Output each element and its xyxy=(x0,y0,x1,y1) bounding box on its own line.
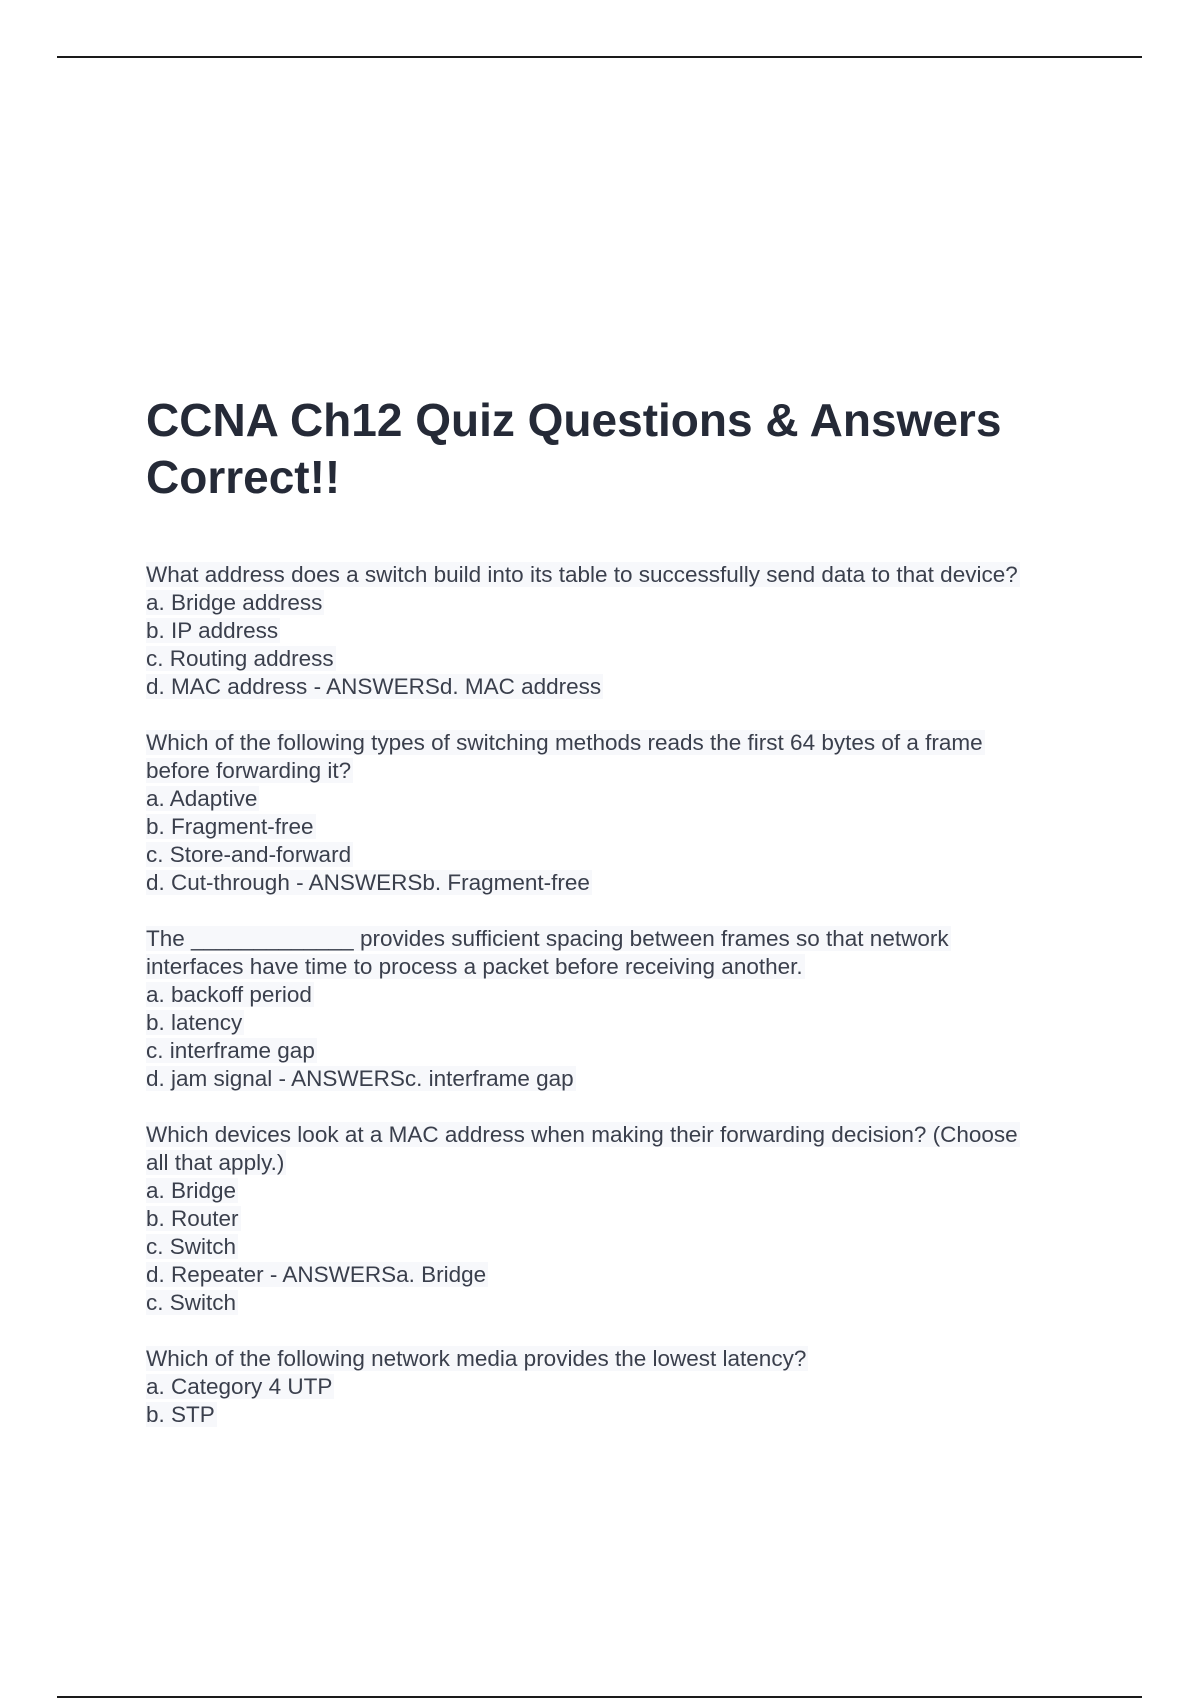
question-line xyxy=(146,785,1096,813)
question-line xyxy=(146,1177,1096,1205)
question-line-text: c. interframe gap xyxy=(146,1038,315,1063)
question-line xyxy=(146,1373,1096,1401)
question-line-text: d. MAC address - ANSWERSd. MAC address xyxy=(146,674,602,699)
question-line-text: Which of the following types of switching methods reads the first 64 bytes of a frame xyxy=(146,730,983,755)
question-line-text: b. STP xyxy=(146,1402,215,1427)
question-block xyxy=(146,729,1096,897)
question-line-text: a. backoff period xyxy=(146,982,312,1007)
question-line-text: d. Repeater - ANSWERSa. Bridge xyxy=(146,1262,487,1287)
question-line-text: a. Adaptive xyxy=(146,786,258,811)
question-line xyxy=(146,1261,1096,1289)
question-line-text: before forwarding it? xyxy=(146,758,352,783)
question-line-text: Which devices look at a MAC address when making their forwarding decision? (Choose xyxy=(146,1122,1018,1147)
question-line xyxy=(146,869,1096,897)
question-text xyxy=(146,1345,1096,1373)
question-line-text: Which of the following network media provides the lowest latency? xyxy=(146,1346,807,1371)
question-line-text: c. Switch xyxy=(146,1234,237,1259)
question-text xyxy=(146,729,1096,757)
question-line xyxy=(146,981,1096,1009)
question-list xyxy=(146,561,1096,1429)
question-line-text: a. Bridge address xyxy=(146,590,323,615)
question-line-text: all that apply.) xyxy=(146,1150,285,1175)
question-line-text: d. Cut-through - ANSWERSb. Fragment-free xyxy=(146,870,590,895)
question-line-text: a. Category 4 UTP xyxy=(146,1374,333,1399)
question-line-text: b. latency xyxy=(146,1010,243,1035)
question-block xyxy=(146,1121,1096,1317)
bottom-rule xyxy=(57,1696,1142,1698)
document-title xyxy=(146,392,1096,506)
question-line xyxy=(146,1009,1096,1037)
question-line xyxy=(146,617,1096,645)
question-line xyxy=(146,841,1096,869)
title-line-1: CCNA Ch12 Quiz Questions & Answers xyxy=(146,394,1002,446)
question-line-text: a. Bridge xyxy=(146,1178,237,1203)
question-line-text: The _____________ provides sufficient spacing between frames so that network xyxy=(146,926,949,951)
question-line xyxy=(146,813,1096,841)
question-line xyxy=(146,645,1096,673)
question-line xyxy=(146,1149,1096,1177)
question-line-text: interfaces have time to process a packet before receiving another. xyxy=(146,954,803,979)
question-line-text: c. Store-and-forward xyxy=(146,842,352,867)
question-line xyxy=(146,1289,1096,1317)
question-text xyxy=(146,561,1096,589)
question-line-text: d. jam signal - ANSWERSc. interframe gap xyxy=(146,1066,574,1091)
question-line-text: b. IP address xyxy=(146,618,279,643)
question-line-text: c. Switch xyxy=(146,1290,237,1315)
question-line xyxy=(146,1065,1096,1093)
question-line xyxy=(146,1205,1096,1233)
question-line xyxy=(146,589,1096,617)
question-line xyxy=(146,1401,1096,1429)
top-rule xyxy=(57,56,1142,58)
question-line-text: b. Fragment-free xyxy=(146,814,314,839)
question-block xyxy=(146,925,1096,1093)
question-line-text: c. Routing address xyxy=(146,646,334,671)
question-line-text: What address does a switch build into its table to successfully send data to that device? xyxy=(146,562,1018,587)
question-line xyxy=(146,1037,1096,1065)
question-text xyxy=(146,1121,1096,1149)
question-block xyxy=(146,1345,1096,1429)
question-block xyxy=(146,561,1096,701)
question-line xyxy=(146,1233,1096,1261)
title-line-2: Correct!! xyxy=(146,451,341,503)
question-line xyxy=(146,673,1096,701)
question-line-text: b. Router xyxy=(146,1206,239,1231)
question-text xyxy=(146,925,1096,953)
question-line xyxy=(146,953,1096,981)
document-content xyxy=(146,392,1096,1457)
question-line xyxy=(146,757,1096,785)
